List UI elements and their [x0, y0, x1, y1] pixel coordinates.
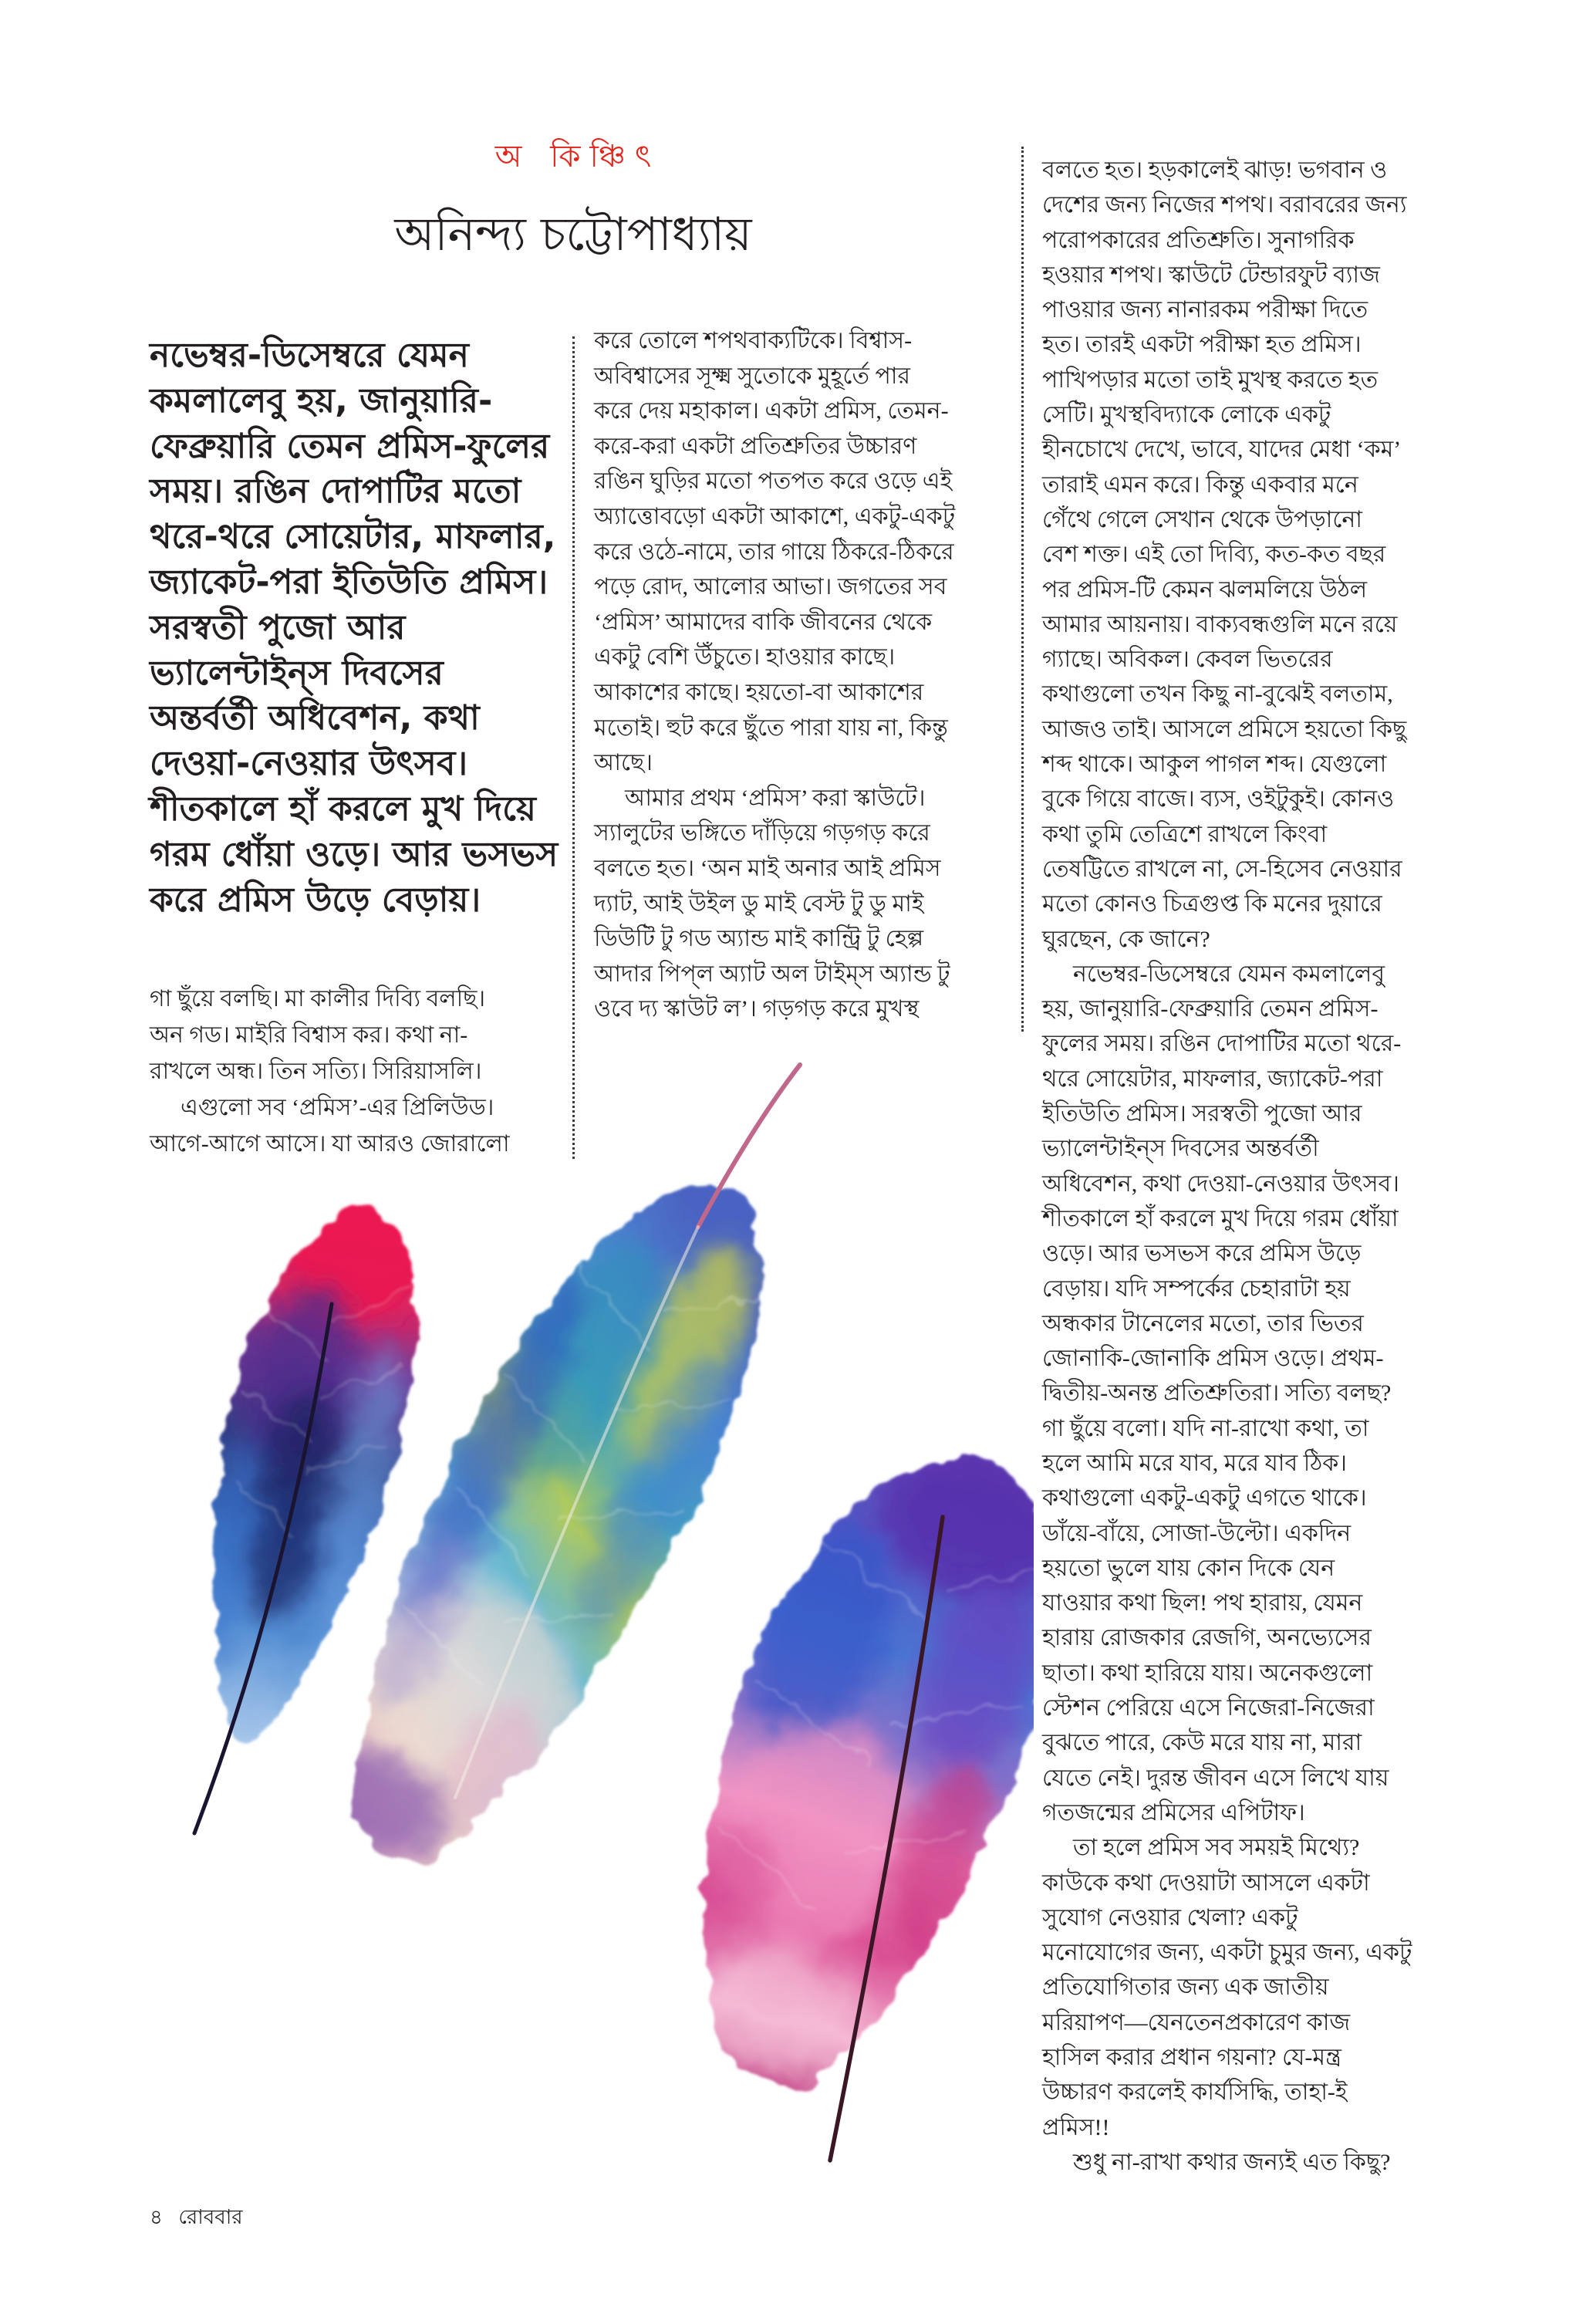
text-line: ফেব্রুয়ারি তেমন প্রমিস-ফুলের — [150, 426, 550, 466]
text-line: তেষট্টিতে রাখলে না, সে-হিসেব নেওয়ার — [1042, 856, 1402, 882]
text-line: হয়, জানুয়ারি-ফেব্রুয়ারি তেমন প্রমিস- — [1042, 996, 1379, 1022]
text-line: আমার আয়নায়। বাক্যবন্ধগুলি মনে রয়ে — [1042, 611, 1398, 637]
text-line: বেশ শক্ত। এই তো দিব্যি, কত-কত বছর — [1042, 542, 1386, 568]
column-divider-dotted — [572, 336, 575, 1159]
author-title: অনিন্দ্য চট্টোপাধ্যায় — [394, 208, 752, 262]
text-line: আছে। — [594, 750, 653, 776]
paragraph — [1042, 153, 1459, 957]
text-line: থরে সোয়েটার, মাফলার, জ্যাকেট-পরা — [1042, 1066, 1383, 1092]
text-line: মতোই। হুট করে ছুঁতে পারা যায় না, কিন্তু — [594, 714, 948, 741]
text-line: দেওয়া-নেওয়ার উৎসব। — [150, 744, 468, 784]
text-line: ডিউটি টু গড অ্যান্ড মাই কান্ট্রি টু হেল্প — [594, 926, 924, 952]
text-line: শীতকালে হাঁ করলে মুখ দিয়ে — [150, 789, 536, 829]
paragraph — [1042, 2145, 1459, 2180]
text-line: অধিবেশন, কথা দেওয়া-নেওয়ার উৎসব। — [1042, 1170, 1399, 1197]
paragraph — [594, 781, 1003, 1027]
feather-illustration — [154, 1049, 1034, 2191]
text-line: প্রতিযোগিতার জন্য এক জাতীয় — [1042, 1974, 1329, 2001]
text-line: হাসিল করার প্রধান গয়না? যে-মন্ত্র — [1042, 2045, 1341, 2071]
text-line: গা ছুঁয়ে বলছি। মা কালীর দিব্যি বলছি। — [150, 986, 486, 1012]
text-line: সরস্বতী পুজো আর — [150, 607, 406, 647]
text-line: কথাগুলো একটু-একটু এগতে থাকে। — [1042, 1485, 1367, 1512]
text-line: করে প্রমিস উড়ে বেড়ায়। — [150, 880, 481, 920]
text-line: কাউকে কথা দেওয়াটা আসলে একটা — [1042, 1870, 1370, 1896]
lead-paragraph — [150, 333, 562, 923]
text-line: ভ্যালেন্টাইন্‌স দিবসের অন্তর্বর্তী — [1042, 1136, 1319, 1162]
text-line: অন গড। মাইরি বিশ্বাস কর। কথা না- — [150, 1022, 468, 1048]
text-line: গতজন্মের প্রমিসের এপিটাফ। — [1042, 1799, 1305, 1826]
paragraph — [150, 333, 562, 923]
text-line: সময়। রঙিন দোপাটির মতো — [150, 471, 521, 512]
text-line: কমলালেবু হয়, জানুয়ারি- — [150, 380, 493, 421]
text-line: অবিশ্বাসের সূক্ষ্ম সুতোকে মুহূর্তে পার — [594, 363, 911, 389]
column-divider-dotted — [1021, 147, 1024, 1032]
text-line: রঙিন ঘুড়ির মতো পতপত করে ওড়ে এই — [594, 468, 953, 495]
publication-name: রোববার — [178, 2206, 243, 2228]
text-line: গ্যাছে। অবিকল। কেবল ভিতরের — [1042, 647, 1333, 673]
text-line: পরোপকারের প্রতিশ্রুতি। সুনাগরিক — [1042, 227, 1355, 253]
column-right — [1042, 153, 1459, 2180]
text-line: তা হলে প্রমিস সব সময়ই মিথ্যে? — [1073, 1835, 1360, 1861]
text-line: পড়ে রোদ, আলোর আভা। জগতের সব — [594, 574, 947, 600]
text-line: আগে-আগে আসে। যা আরও জোরালো — [150, 1131, 510, 1157]
text-line: অন্ধকার টানেলের মতো, তার ভিতর — [1042, 1310, 1364, 1336]
text-line: দ্বিতীয়-অনন্ত প্রতিশ্রুতিরা। সত্যি বলছ? — [1042, 1380, 1392, 1407]
text-line: শব্দ থাকে। আকুল পাগল শব্দ। যেগুলো — [1042, 752, 1387, 778]
text-line: ফুলের সময়। রঙিন দোপাটির মতো থরে- — [1042, 1031, 1402, 1057]
text-line: ভ্যালেন্টাইন্‌স দিবসের — [150, 653, 444, 693]
text-line: করে-করা একটা প্রতিশ্রুতির উচ্চারণ — [594, 433, 917, 459]
section-label: অ কিঞ্চিৎ — [494, 139, 661, 174]
text-line: হত। তারই একটা পরীক্ষা হত প্রমিস। — [1042, 332, 1362, 358]
text-line: দ্যাট, আই উইল ডু মাই বেস্ট টু ডু মাই — [594, 890, 924, 917]
text-line: প্রমিস!! — [1042, 2114, 1110, 2140]
text-line: করে তোলে শপথবাক্যটিকে। বিশ্বাস- — [594, 328, 913, 353]
text-line: শুধু না-রাখা কথার জন্যই এত কিছু? — [1073, 2149, 1391, 2175]
text-line: ‘প্রমিস’ আমাদের বাকি জীবনের থেকে — [594, 609, 933, 635]
text-line: এগুলো সব ‘প্রমিস’-এর প্রিলিউড। — [181, 1095, 494, 1120]
page-number: ৪ — [150, 2206, 163, 2228]
text-line: বুকে গিয়ে বাজে। ব্যস, ওইটুকুই। কোনও — [1042, 786, 1395, 812]
text-line: ওড়ে। আর ভসভস করে প্রমিস উড়ে — [1042, 1241, 1362, 1267]
text-line: ইতিউতি প্রমিস। সরস্বতী পুজো আর — [1042, 1101, 1362, 1127]
text-line: হারায় রোজকার রেজগি, অনভ্যেসের — [1042, 1625, 1372, 1651]
text-line: আকাশের কাছে। হয়তো-বা আকাশের — [594, 679, 924, 705]
text-line: হীনচোখে দেখে, ভাবে, যাদের মেধা ‘কম’ — [1042, 437, 1402, 463]
text-line: থরে-থরে সোয়েটার, মাফলার, — [150, 517, 556, 557]
text-line: পাওয়ার জন্য নানারকম পরীক্ষা দিতে — [1042, 297, 1368, 323]
text-line: নভেম্বর-ডিসেম্বরে যেমন কমলালেবু — [1073, 961, 1385, 987]
text-line: মরিয়াপণ—যেনতেনপ্রকারেণ কাজ — [1042, 2009, 1351, 2035]
text-line: অ্যাত্তোবড়ো একটা আকাশে, একটু-একটু — [594, 503, 956, 529]
feather-quill — [698, 1065, 800, 1227]
text-line: হওয়ার শপথ। স্কাউটে টেন্ডারফুট ব্যাজ — [1042, 262, 1380, 288]
paragraph — [1042, 1830, 1459, 2145]
text-line: ওবে দ্য স্কাউট ল’। গড়গড় করে মুখস্থ — [594, 996, 920, 1022]
text-line: করে ওঠে-নামে, তার গায়ে ঠিকরে-ঠিকরে — [594, 539, 954, 565]
text-line: শীতকালে হাঁ করলে মুখ দিয়ে গরম ধোঁয়া — [1042, 1205, 1399, 1231]
text-line: ডাঁয়ে-বাঁয়ে, সোজা-উল্টো। একদিন — [1042, 1520, 1352, 1546]
text-line: উচ্চারণ করলেই কার্যসিদ্ধি, তাহা-ই — [1042, 2079, 1348, 2106]
text-line: গা ছুঁয়ে বলো। যদি না-রাখো কথা, তা — [1042, 1415, 1369, 1441]
text-line: একটু বেশি উঁচুতে। হাওয়ার কাছে। — [594, 644, 896, 671]
text-line: পাখিপড়ার মতো তাই মুখস্থ করতে হত — [1042, 367, 1379, 393]
text-line: হয়তো ভুলে যায় কোন দিকে যেন — [1042, 1555, 1335, 1581]
text-line: কথাগুলো তখন কিছু না-বুঝেই বলতাম, — [1042, 681, 1393, 708]
text-line: সেটি। মুখস্থবিদ্যাকে লোকে একটু — [1042, 402, 1331, 428]
text-line: সুযোগ নেওয়ার খেলা? একটু — [1042, 1904, 1298, 1930]
text-line: যেতে নেই। দুরন্ত জীবন এসে লিখে যায় — [1042, 1765, 1389, 1791]
text-line: মতো কোনও চিত্রগুপ্ত কি মনের দুয়ারে — [1042, 891, 1382, 917]
text-line: বুঝতে পারে, কেউ মরে যায় না, মারা — [1042, 1730, 1362, 1756]
text-line: করে দেয় মহাকাল। একটা প্রমিস, তেমন- — [594, 398, 949, 424]
text-line: কথা তুমি তেত্রিশে রাখলে কিংবা — [1042, 821, 1328, 847]
text-line: জ্যাকেট-পরা ইতিউতি প্রমিস। — [150, 562, 548, 602]
text-line: বলতে হত। ‘অন মাই অনার আই প্রমিস — [594, 855, 941, 881]
text-line: স্যালুটের ভঙ্গিতে দাঁড়িয়ে গড়গড় করে — [594, 820, 930, 846]
text-line: ছাতা। কথা হারিয়ে যায়। অনেকগুলো — [1042, 1660, 1373, 1686]
paragraph — [1042, 957, 1459, 1830]
paragraph — [594, 323, 1003, 781]
text-line: আমার প্রথম ‘প্রমিস’ করা স্কাউটে। — [625, 785, 926, 811]
text-line: নভেম্বর-ডিসেম্বরে যেমন — [150, 336, 469, 375]
column-middle — [594, 323, 1003, 1027]
text-line: দেশের জন্য নিজের শপথ। বরাবরের জন্য — [1042, 192, 1407, 218]
text-line: গরম ধোঁয়া ওড়ে। আর ভসভস — [150, 834, 559, 874]
text-line: বেড়ায়। যদি সম্পর্কের চেহারাটা হয় — [1042, 1275, 1351, 1302]
text-line: বলতে হত। হড়কালেই ঝাড়! ভগবান ও — [1042, 157, 1388, 183]
text-line: রাখলে অন্ধ। তিন সত্যি। সিরিয়াসলি। — [150, 1059, 482, 1084]
text-line: স্টেশন পেরিয়ে এসে নিজেরা-নিজেরা — [1042, 1695, 1375, 1721]
text-line: জোনাকি-জোনাকি প্রমিস ওড়ে। প্রথম- — [1042, 1346, 1384, 1372]
text-line: আদার পিপ্‌ল অ্যাট অল টাইম্‌স অ্যান্ড টু — [594, 961, 950, 987]
text-line: আজও তাই। আসলে প্রমিসে হয়তো কিছু — [1042, 716, 1407, 742]
page-footer — [150, 2204, 243, 2231]
text-line: ঘুরছেন, কে জানে? — [1042, 926, 1210, 952]
text-line: যাওয়ার কথা ছিল! পথ হারায়, যেমন — [1042, 1590, 1363, 1616]
text-line: পর প্রমিস-টি কেমন ঝলমলিয়ে উঠল — [1042, 576, 1368, 603]
text-line: তারাই এমন করে। কিন্তু একবার মনে — [1042, 471, 1358, 498]
text-line: গেঁথে গেলে সেখান থেকে উপড়ানো — [1042, 506, 1363, 532]
text-line: মনোযোগের জন্য, একটা চুমুর জন্য, একটু — [1042, 1940, 1412, 1966]
text-line: হলে আমি মরে যাব, মরে যাব ঠিক। — [1042, 1450, 1348, 1476]
text-line: অন্তর্বর্তী অধিবেশন, কথা — [150, 698, 480, 738]
